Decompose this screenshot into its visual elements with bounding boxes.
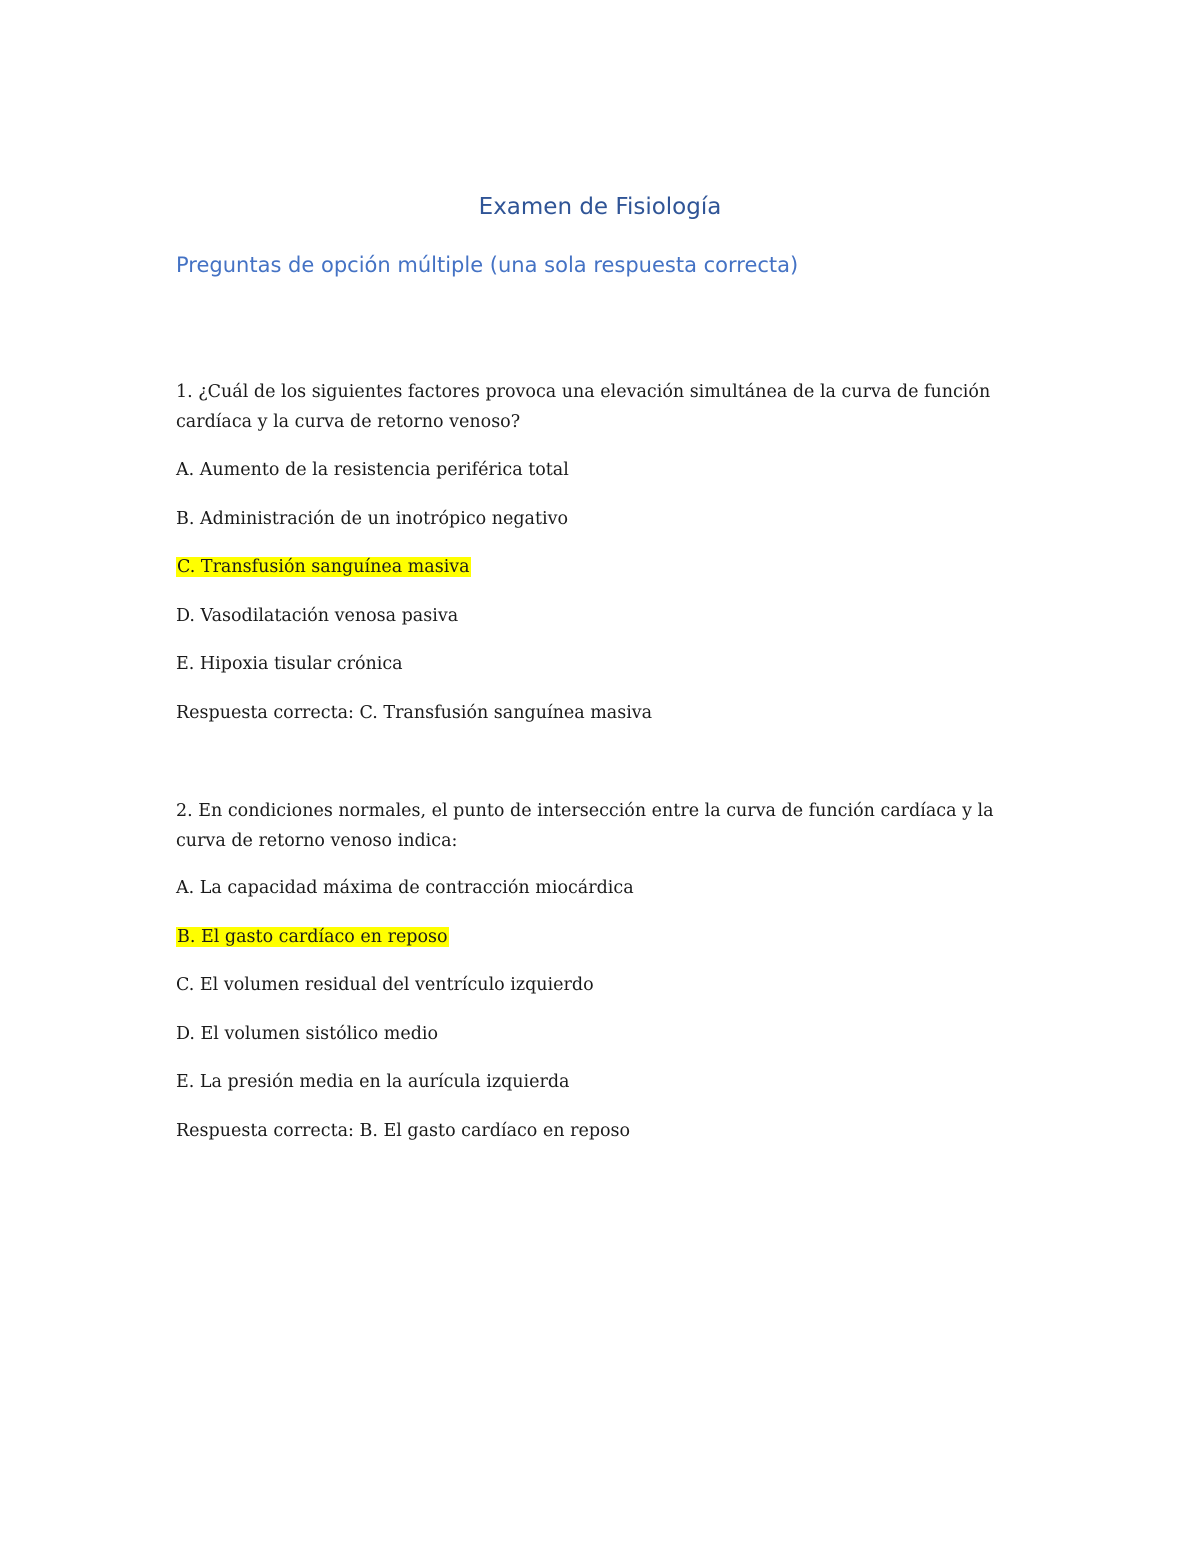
question-1-stem: [176, 377, 990, 437]
question-2-option-a: A. La capacidad máxima de contracción miocárdica: [176, 878, 634, 898]
question-1-option-b: B. Administración de un inotrópico negativo: [176, 509, 569, 529]
question-1-option-c: [176, 553, 471, 581]
question-1-stem-line-1: 1. ¿Cuál de los siguientes factores provoca una elevación simultánea de la curva de función: [176, 382, 991, 402]
highlighted-answer: C. Transfusión sanguínea masiva: [177, 557, 470, 577]
document-subtitle: Preguntas de opción múltiple (una sola respuesta correcta): [176, 253, 799, 277]
question-2-stem: [176, 796, 994, 856]
question-2-answer: Respuesta correcta: B. El gasto cardíaco en reposo: [176, 1121, 631, 1141]
question-2-stem-line-2: curva de retorno venoso indica:: [176, 831, 458, 851]
question-1-stem-line-2: cardíaca y la curva de retorno venoso?: [176, 412, 521, 432]
question-2-stem-line-1: 2. En condiciones normales, el punto de intersección entre la curva de función cardíaca y la: [176, 801, 994, 821]
highlighted-answer: B. El gasto cardíaco en reposo: [177, 927, 448, 947]
question-2-option-d: D. El volumen sistólico medio: [176, 1024, 439, 1044]
question-1-option-e: E. Hipoxia tisular crónica: [176, 654, 403, 674]
document-title: Examen de Fisiología: [478, 194, 722, 220]
question-2-option-c: C. El volumen residual del ventrículo izquierdo: [176, 975, 594, 995]
question-2-option-e: E. La presión media en la aurícula izquierda: [176, 1072, 570, 1092]
question-1-answer: Respuesta correcta: C. Transfusión sanguínea masiva: [176, 703, 653, 723]
question-1-option-d: D. Vasodilatación venosa pasiva: [176, 606, 459, 626]
question-1-option-a: A. Aumento de la resistencia periférica total: [176, 460, 569, 480]
question-2-option-b: [176, 923, 449, 951]
